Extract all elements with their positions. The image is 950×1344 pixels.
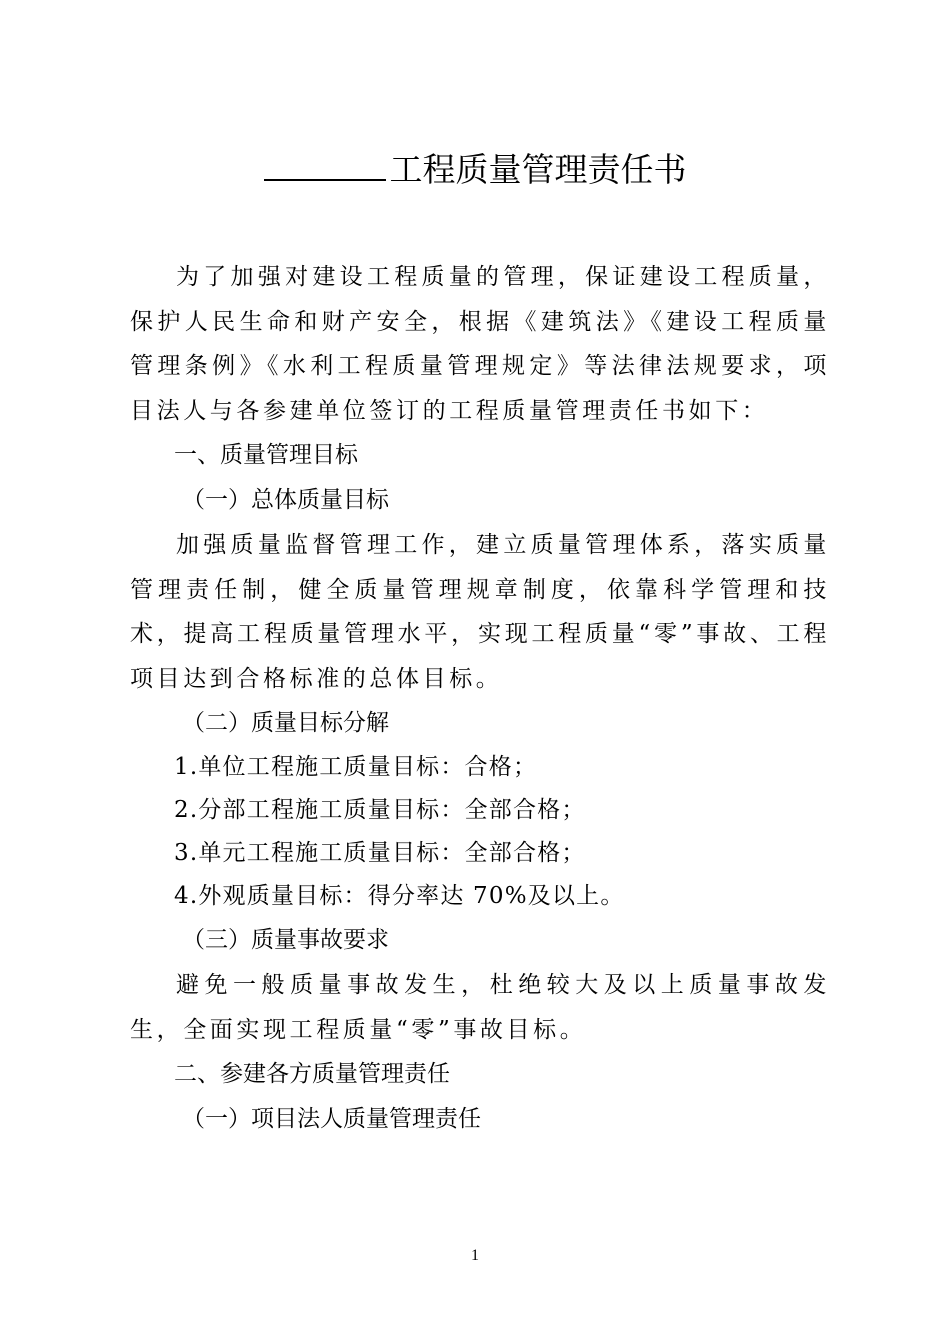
section-2-sub-1-heading: （一）项目法人质量管理责任 xyxy=(182,1106,481,1132)
section-1-sub-3-text: 避免一般质量事故发生，杜绝较大及以上质量事故发生，全面实现工程质量“零”事故目标。 xyxy=(130,972,830,1043)
page-number: 1 xyxy=(471,1247,479,1264)
section-1-sub-1-text: 加强质量监督管理工作，建立质量管理体系，落实质量管理责任制，健全质量管理规章制度，依靠科学管理和技术，提高工程质量管理水平，实现工程质量“零”事故、工程项目达到合格标准的总体目标。 xyxy=(130,532,830,692)
list-item: 3.单元工程施工质量目标：全部合格； xyxy=(174,840,586,866)
section-1-sub-3-heading: （三）质量事故要求 xyxy=(182,927,389,953)
list-item: 2.分部工程施工质量目标：全部合格； xyxy=(174,797,586,823)
section-2-heading: 二、参建各方质量管理责任 xyxy=(174,1061,450,1087)
section-1-sub-1-heading: （一）总体质量目标 xyxy=(182,487,389,513)
document-body xyxy=(130,255,830,1142)
title-blank-line xyxy=(264,149,386,181)
document-title-text: 工程质量管理责任书 xyxy=(389,150,687,189)
list-item: 1.单位工程施工质量目标：合格； xyxy=(174,754,538,780)
intro-paragraph: 为了加强对建设工程质量的管理，保证建设工程质量，保护人民生命和财产安全，根据《建筑法》《建设工程质量管理条例》《水利工程质量管理规定》等法律法规要求，项目法人与各参建单位签订的工程质量管理责任书如下： xyxy=(130,264,830,424)
list-item: 4.外观质量目标：得分率达 70%及以上。 xyxy=(174,883,625,909)
section-1-sub-2-heading: （二）质量目标分解 xyxy=(182,710,389,736)
document-title xyxy=(0,140,950,200)
section-1-heading: 一、质量管理目标 xyxy=(174,442,358,468)
